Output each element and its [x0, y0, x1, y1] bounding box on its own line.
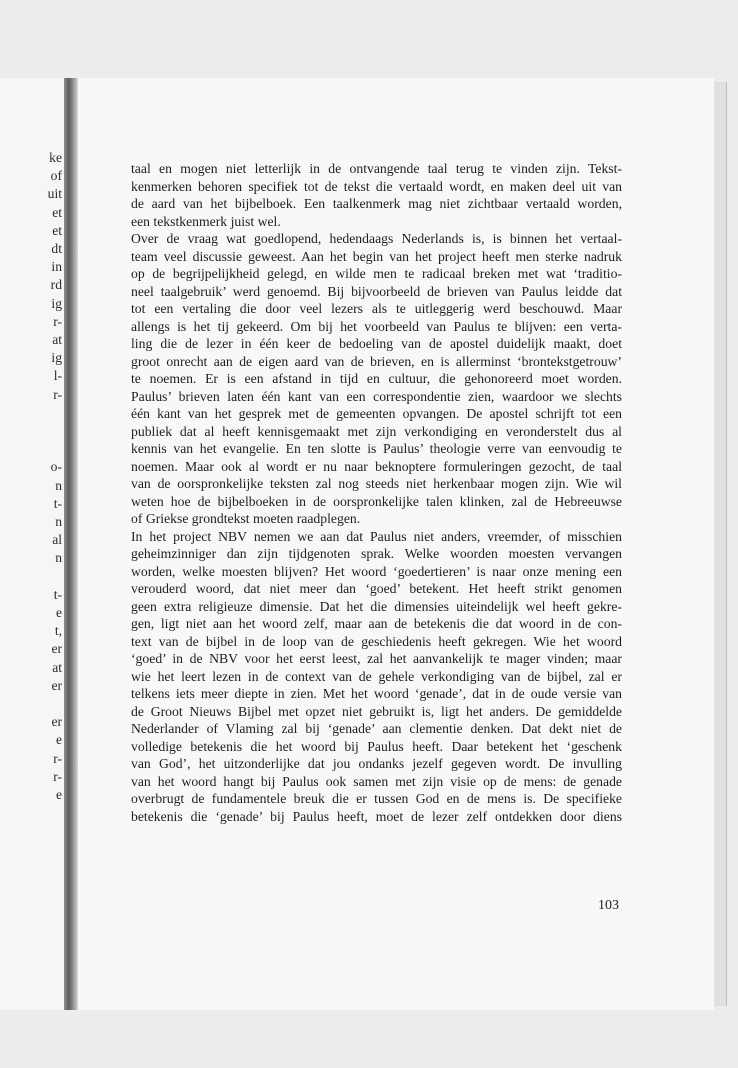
text-line: een tekstkenmerk juist wel. — [131, 213, 281, 229]
text-line: noemen. Maar ook al wordt er nu naar beknoptere formuleringen gezocht, de taal — [131, 458, 622, 474]
left-fragment: l- — [53, 368, 62, 384]
left-fragment: er — [51, 641, 62, 657]
text-line: op de begrijpelijkheid gelegd, en wilde men te radicaal breken met wat ‘traditio- — [131, 266, 622, 281]
text-line: één kant van het gesprek met de gemeenten opvangen. De apostel schrijft tot een — [131, 406, 622, 421]
text-line: team veel discussie geweest. Aan het begin van het project heeft men sterke nadruk — [131, 248, 622, 264]
left-fragment: er — [51, 714, 62, 730]
text-line: of Griekse grondtekst moeten raadplegen. — [131, 511, 361, 526]
text-line: text van de bijbel in de loop van de geschiedenis heeft gekregen. Wie het woord — [131, 633, 622, 649]
left-fragment: of — [50, 168, 62, 184]
left-fragment: et — [52, 204, 62, 220]
page-number: 103 — [598, 898, 619, 913]
text-line: Nederlander of Vlaming zal bij ‘genade’ aan clementie denken. Dat dekt niet de — [131, 721, 622, 736]
left-fragment: er — [51, 677, 62, 693]
left-fragment: t, — [54, 623, 62, 639]
text-line: weten hoe de bijbelboeken in de oorspronkelijke talen klinken, zal de Hebreeuwse — [131, 493, 622, 509]
left-fragment: at — [52, 332, 62, 347]
left-fragment: n — [55, 514, 62, 529]
text-line: gen, ligt niet aan het woord zelf, maar aan de betekenis die dat woord in de con- — [131, 616, 622, 631]
left-fragment: ke — [49, 150, 62, 165]
text-line: kennis van het evangelie. En ten slotte is Paulus’ theologie verre van eenvoudig te — [131, 441, 622, 456]
left-fragment: al — [52, 532, 62, 548]
text-line: groot onrecht aan de eigen aard van de brieven, en is allerminst ‘brontekstgetrouw’ — [131, 353, 622, 369]
text-line: wie het leert lezen in de context van de gehele verkondiging van de bijbel, zal er — [131, 668, 622, 684]
text-line: te noemen. Er is een afstand in tijd en cultuur, die gehonoreerd moet worden. — [131, 371, 622, 386]
text-line: taal en mogen niet letterlijk in de ontvangende taal terug te vinden zijn. Tekst- — [131, 161, 622, 176]
text-line: van het woord hangt bij Paulus ook samen met zijn visie op de mens: de genade — [131, 773, 622, 789]
left-fragment: n — [55, 477, 62, 493]
text-line: Paulus’ brieven laten één kant van een correspondentie zien, waardoor we slechts — [131, 388, 622, 404]
left-fragment: e — [55, 787, 62, 802]
left-fragment: r- — [53, 313, 62, 329]
page-edge-stack — [714, 82, 727, 1006]
left-fragment: in — [51, 259, 62, 275]
left-fragment: t- — [53, 495, 62, 511]
body-text — [131, 160, 622, 825]
left-fragment: dt — [51, 241, 62, 256]
left-fragment: r- — [53, 386, 62, 402]
left-fragment: r- — [53, 750, 62, 766]
text-line: Over de vraag wat goedlopend, hedendaags Nederlands is, is binnen het vertaal- — [131, 231, 622, 246]
text-line: overbrugt de fundamentele breuk die er tussen God en de mens is. De specifieke — [131, 791, 622, 806]
left-fragment: uit — [47, 186, 62, 202]
left-fragment: et — [52, 222, 62, 238]
text-line: tot een vertaling die door veel lezers als te uitleggerig werd beschouwd. Maar — [131, 301, 622, 316]
text-line: neel taalgebruik’ werd genoemd. Bij bijvoorbeeld de brieven van Paulus leidde dat — [131, 283, 622, 299]
book-gutter — [64, 78, 78, 1010]
left-fragment: n — [55, 550, 62, 566]
left-fragment: r- — [53, 768, 62, 784]
text-line: verouderd woord, dat niet meer dan ‘goed’ betekent. Het heeft strikt genomen — [131, 581, 622, 596]
text-line: volledige betekenis die het woord bij Paulus heeft. Daar betekent het ‘geschenk — [131, 738, 622, 754]
text-line: In het project NBV nemen we aan dat Paulus niet anders, vreemder, of misschien — [131, 528, 622, 544]
text-line: ‘goed’ in de NBV voor het eerst leest, zal het aanvankelijk te mager vinden; maar — [131, 651, 622, 666]
left-fragment: at — [52, 659, 62, 675]
left-fragment: e — [55, 732, 62, 748]
text-line: allengs is het tij gekeerd. Om bij het voorbeeld van Paulus te blijven: een verta- — [131, 318, 622, 334]
left-fragment: t- — [53, 586, 62, 602]
text-line: de Groot Nieuws Bijbel met opzet niet gebruikt is, ligt het anders. De gemiddelde — [131, 703, 622, 719]
text-line: de aard van het bijbelboek. Een taalkenmerk mag niet zichtbaar vertaald worden, — [131, 196, 622, 211]
left-fragment: e — [55, 605, 62, 620]
text-line: telkens iets meer diepte in zien. Met het woord ‘genade’, dat in de oude versie van — [131, 686, 622, 701]
left-fragment: ig — [51, 350, 62, 366]
text-line: publiek dat al heeft kennisgemaakt met zijn verkondiging en veronderstelt dus al — [131, 423, 622, 439]
text-line: ling die de lezer in één keer de bedoeling van de apostel duidelijk maakt, doet — [131, 336, 622, 351]
left-fragment: ig — [51, 295, 62, 311]
left-fragment: rd — [50, 277, 62, 293]
text-line: geen extra religieuze dimensie. Dat het die dimensies uiteindelijk wel heeft gekre- — [131, 598, 622, 614]
text-line: betekenis die ‘genade’ bij Paulus heeft, moet de lezer zelf ontdekken door diens — [131, 808, 622, 824]
text-line: geheimzinniger dan zijn tijdgenoten sprak. Welke woorden moesten vervangen — [131, 546, 622, 561]
text-line: kenmerken behoren specifiek tot de tekst die vertaald wordt, en maken deel uit van — [131, 178, 622, 194]
left-fragment: o- — [50, 459, 62, 475]
text-line: worden, welke moesten blijven? Het woord ‘goedertieren’ is naar onze mening een — [131, 563, 622, 579]
text-line: van de oorspronkelijke teksten zal nog steeds niet herkenbaar mogen zijn. Wie wil — [131, 476, 622, 491]
text-line: van God’, het uitzonderlijke dat jou ondanks jezelf gegeven wordt. De invulling — [131, 756, 622, 771]
